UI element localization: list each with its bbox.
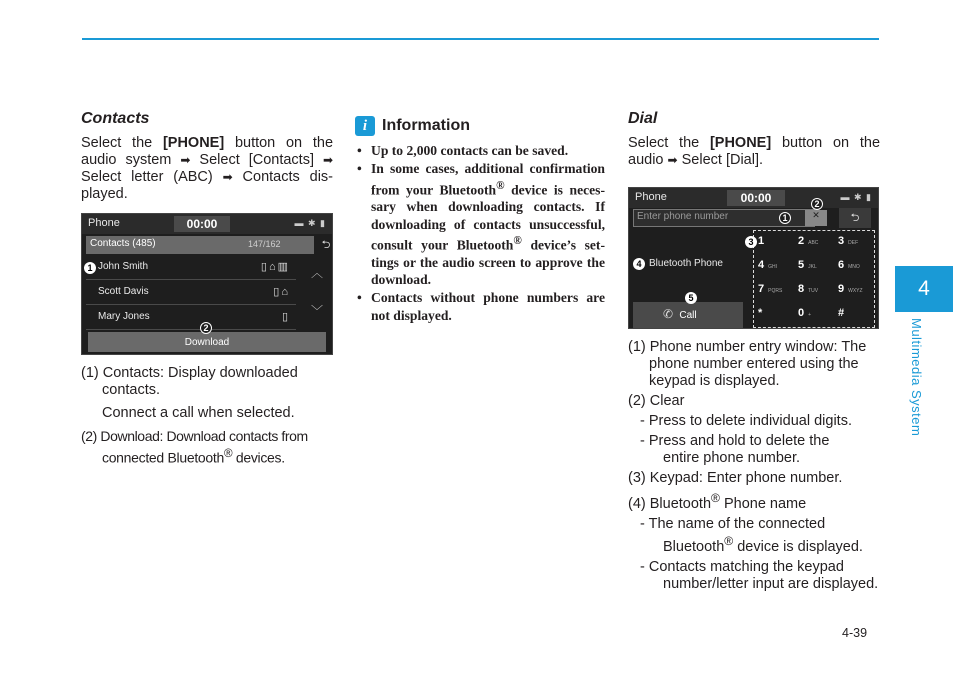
phone-home-icons: ▯⌂▥	[260, 261, 290, 273]
list-item: (1) Contacts: Display downloaded	[81, 365, 298, 381]
contacts-section	[81, 106, 333, 467]
status-icons: ▬ ✱ ▮	[840, 192, 872, 202]
info-header	[355, 116, 605, 136]
key-8[interactable]: 8 TUV	[798, 283, 819, 295]
chevron-down-icon[interactable]: ﹀	[310, 304, 323, 318]
screen-clock: 00:00	[727, 190, 785, 206]
status-icons: ▬ ✱ ▮	[294, 218, 326, 228]
list-item: - Press and hold to delete the	[640, 433, 830, 449]
arrow-icon: ➡	[180, 153, 191, 167]
list-item: - Contacts matching the keypad	[640, 558, 844, 575]
arrow-icon: ➡	[322, 153, 334, 167]
list-item: number/letter input are displayed.	[663, 575, 879, 592]
dial-section	[628, 106, 880, 593]
screen-clock: 00:00	[174, 216, 230, 232]
list-item: (3) Keypad: Enter phone number.	[628, 470, 843, 486]
dial-screen	[628, 187, 879, 329]
download-button[interactable]: Download	[88, 332, 326, 352]
phone-number-placeholder: Enter phone number	[637, 211, 729, 222]
list-item: connected Bluetooth® devices.	[102, 447, 285, 466]
back-icon[interactable]: ⮌	[839, 208, 871, 228]
contacts-count: 147/162	[248, 239, 281, 249]
information-box	[355, 108, 605, 325]
arrow-icon: ➡	[667, 153, 678, 167]
callout-5: 5	[685, 292, 697, 304]
contact-name: Scott Davis	[98, 286, 149, 297]
callout-3: 3	[745, 236, 757, 248]
list-item: • In some cases, additional confirmation from your Bluetooth® device is neces-sary when downloading contacts. If downloading of contacts unsuccessful, consult your Bluetooth® device’s set-tings or the audio screen to approve the download.	[355, 160, 605, 288]
key-2[interactable]: 2 ABC	[798, 235, 819, 247]
info-icon: i	[355, 116, 375, 136]
list-item: - Press to delete individual digits.	[640, 413, 852, 429]
contact-name: John Smith	[98, 261, 149, 272]
screen-title: Phone	[88, 217, 120, 229]
dial-intro: Select the [PHONE] button on the audio ➡ Select [Dial].	[628, 135, 881, 168]
list-item[interactable]	[86, 256, 296, 280]
list-item: phone number entered using the keypad is displayed.	[649, 356, 859, 389]
arrow-icon: ➡	[222, 170, 233, 184]
callout-2: 2	[811, 198, 823, 210]
key-9[interactable]: 9 WXYZ	[838, 283, 863, 295]
contacts-header-label: Contacts (485)	[90, 238, 156, 249]
list-item: • Up to 2,000 contacts can be saved.	[355, 142, 605, 159]
callout-1: 1	[84, 262, 96, 274]
chevron-up-icon[interactable]: ︿	[310, 266, 323, 280]
list-item: entire phone number.	[663, 450, 801, 466]
list-item: (1) Phone number entry window: The	[628, 339, 867, 355]
contacts-description-list	[81, 365, 333, 467]
contacts-screen	[81, 213, 333, 355]
callout-1: 1	[779, 212, 791, 224]
phone-icon: ✆	[663, 307, 674, 321]
keypad	[753, 230, 875, 328]
key-1[interactable]: 1	[758, 235, 765, 247]
list-item[interactable]	[86, 306, 296, 330]
chapter-label: Multimedia System	[909, 318, 924, 437]
chapter-tab: 4	[895, 266, 953, 312]
list-item: Connect a call when selected.	[102, 405, 295, 421]
callout-2: 2	[200, 322, 212, 334]
page-number: 4-39	[842, 626, 868, 640]
phone-icon: ▯	[281, 311, 290, 323]
contacts-intro: Select the [PHONE] button on the audio system ➡ Select [Contacts] ➡ Select letter (ABC) ➡ Contacts dis-played.	[81, 135, 334, 202]
list-item: - The name of the connected	[640, 515, 826, 532]
key-6[interactable]: 6 MNO	[838, 259, 860, 271]
key-0[interactable]: 0 +	[798, 307, 812, 319]
call-button[interactable]: Call	[633, 302, 743, 328]
contact-name: Mary Jones	[98, 311, 150, 322]
key-hash[interactable]: #	[838, 307, 845, 319]
dial-description-list	[628, 339, 880, 593]
list-item: (2) Clear	[628, 393, 685, 409]
screen-title: Phone	[635, 191, 667, 203]
clear-button[interactable]: ✕	[805, 210, 827, 226]
phone-home-icons: ▯⌂	[273, 286, 290, 298]
key-7[interactable]: 7 PQRS	[758, 283, 783, 295]
device-name: Bluetooth Phone	[649, 258, 723, 269]
top-rule	[82, 38, 879, 40]
list-item: (2) Download: Download contacts from	[81, 428, 308, 444]
key-5[interactable]: 5 JKL	[798, 259, 817, 271]
key-3[interactable]: 3 DEF	[838, 235, 859, 247]
list-item: contacts.	[102, 382, 161, 398]
info-title: Information	[382, 117, 470, 134]
dial-heading: Dial	[628, 110, 658, 127]
list-item: Bluetooth® device is displayed.	[663, 533, 863, 555]
callout-4: 4	[633, 258, 645, 270]
info-list	[355, 142, 605, 324]
key-star[interactable]: *	[758, 307, 763, 319]
list-item: (4) Bluetooth® Phone name	[628, 491, 807, 512]
list-item[interactable]	[86, 281, 296, 305]
key-4[interactable]: 4 GHI	[758, 259, 778, 271]
contacts-heading: Contacts	[81, 110, 150, 127]
back-icon[interactable]: ⮌	[321, 239, 331, 251]
list-item: • Contacts without phone numbers are not displayed.	[355, 289, 605, 324]
